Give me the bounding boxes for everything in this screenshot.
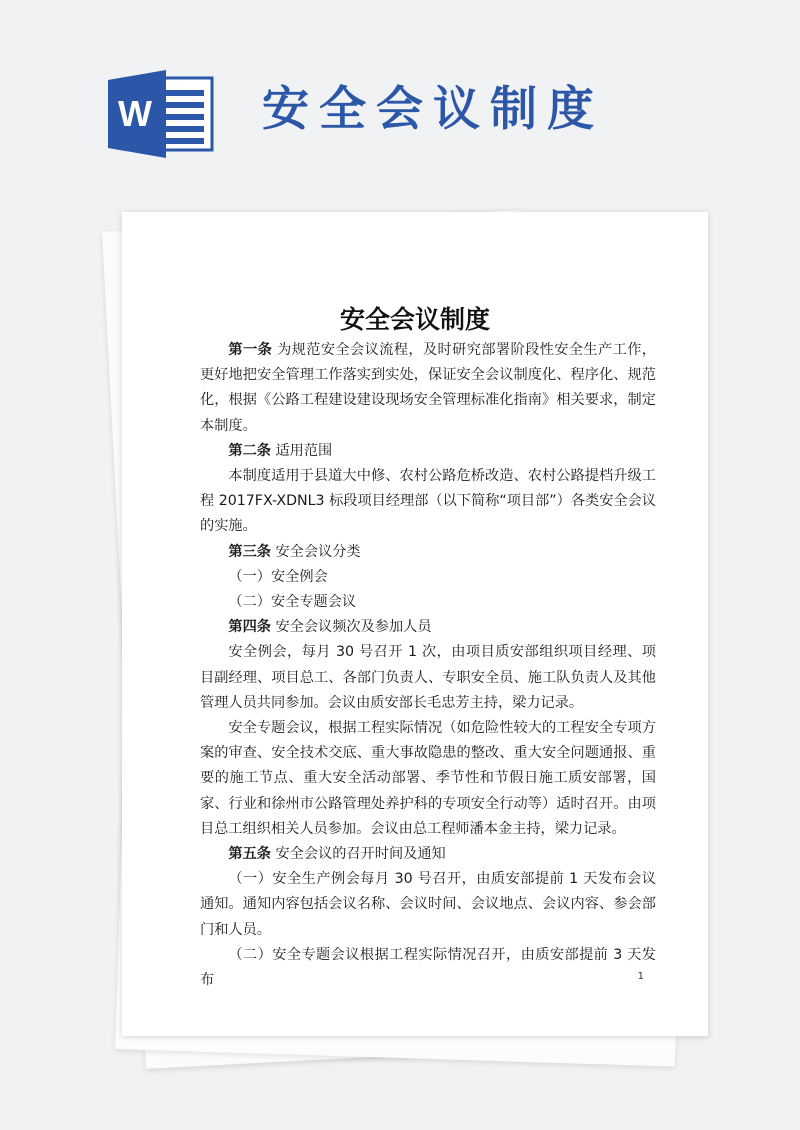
article-label: 第四条 <box>228 619 271 636</box>
word-document-icon <box>108 70 220 158</box>
paragraph-text: 适用范围 <box>275 442 333 459</box>
paragraph-text: 安全专题会议，根据工程实际情况（如危险性较大的工程安全专项方案的审查、安全技术交底、重大事故隐患的整改、重大安全问题通报、重要的施工节点、重大安全活动部署、季节性和节假日施工质安部署，国家、行业和徐州市公路管理处养护科的专项安全行动等）适时召开。由项目总工组织相关人员参加。会议由总工程师潘本金主持，梁力记录。 <box>200 720 656 837</box>
document-paragraph <box>200 943 656 993</box>
article-label: 第二条 <box>228 442 271 459</box>
paragraph-text: （一）安全例会 <box>228 568 328 585</box>
document-paragraph <box>200 842 656 867</box>
document-paragraph <box>200 867 656 943</box>
document-page <box>122 212 708 1036</box>
paragraph-text: 安全会议分类 <box>275 543 361 560</box>
document-paragraph <box>200 716 656 842</box>
article-label: 第三条 <box>228 543 271 560</box>
document-paragraph <box>200 565 656 590</box>
page-number: 1 <box>637 971 644 982</box>
paragraph-text: （二）安全专题会议 <box>228 594 357 611</box>
document-paragraph <box>200 464 656 540</box>
paragraph-text: （二）安全专题会议根据工程实际情况召开，由质安部提前 3 天发布 <box>200 946 656 989</box>
article-label: 第一条 <box>228 342 273 358</box>
logo-letter: W <box>118 93 152 134</box>
document-title: 安全会议制度 <box>339 305 490 334</box>
paragraph-text: 安全例会，每月 30 号召开 1 次，由项目质安部组织项目经理、项目副经理、项目总工、各部门负责人、专职安全员、施工队负责人及其他管理人员共同参加。会议由质安部长毛忠芳主持，梁力记录。 <box>200 644 656 711</box>
document-paragraph <box>200 540 656 565</box>
document-body <box>200 338 656 993</box>
paragraph-text: （一）安全生产例会每月 30 号召开，由质安部提前 1 天发布会议通知。通知内容包括会议名称、会议时间、会议地点、会议内容、参会部门和人员。 <box>200 871 656 938</box>
paragraph-text: 为规范安全会议流程，及时研究部署阶段性安全生产工作，更好地把安全管理工作落实到实处，保证安全会议制度化、程序化、规范化，根据《公路工程建设建设现场安全管理标准化指南》相关要求，制定本制度。 <box>200 342 656 434</box>
document-paragraph <box>200 615 656 640</box>
paragraph-text: 本制度适用于县道大中修、农村公路危桥改造、农村公路提档升级工程 2017FX-XDNL3 标段项目经理部（以下简称“项目部”）各类安全会议的实施。 <box>200 468 656 535</box>
article-label: 第五条 <box>228 846 271 863</box>
document-paragraph <box>200 640 656 716</box>
document-paragraph <box>200 439 656 464</box>
paragraph-text: 安全会议频次及参加人员 <box>275 619 432 636</box>
document-paragraph <box>200 590 656 615</box>
header <box>0 0 800 200</box>
page-title: 安全会议制度 <box>262 82 604 137</box>
document-paragraph <box>200 338 656 439</box>
paragraph-text: 安全会议的召开时间及通知 <box>275 846 446 863</box>
